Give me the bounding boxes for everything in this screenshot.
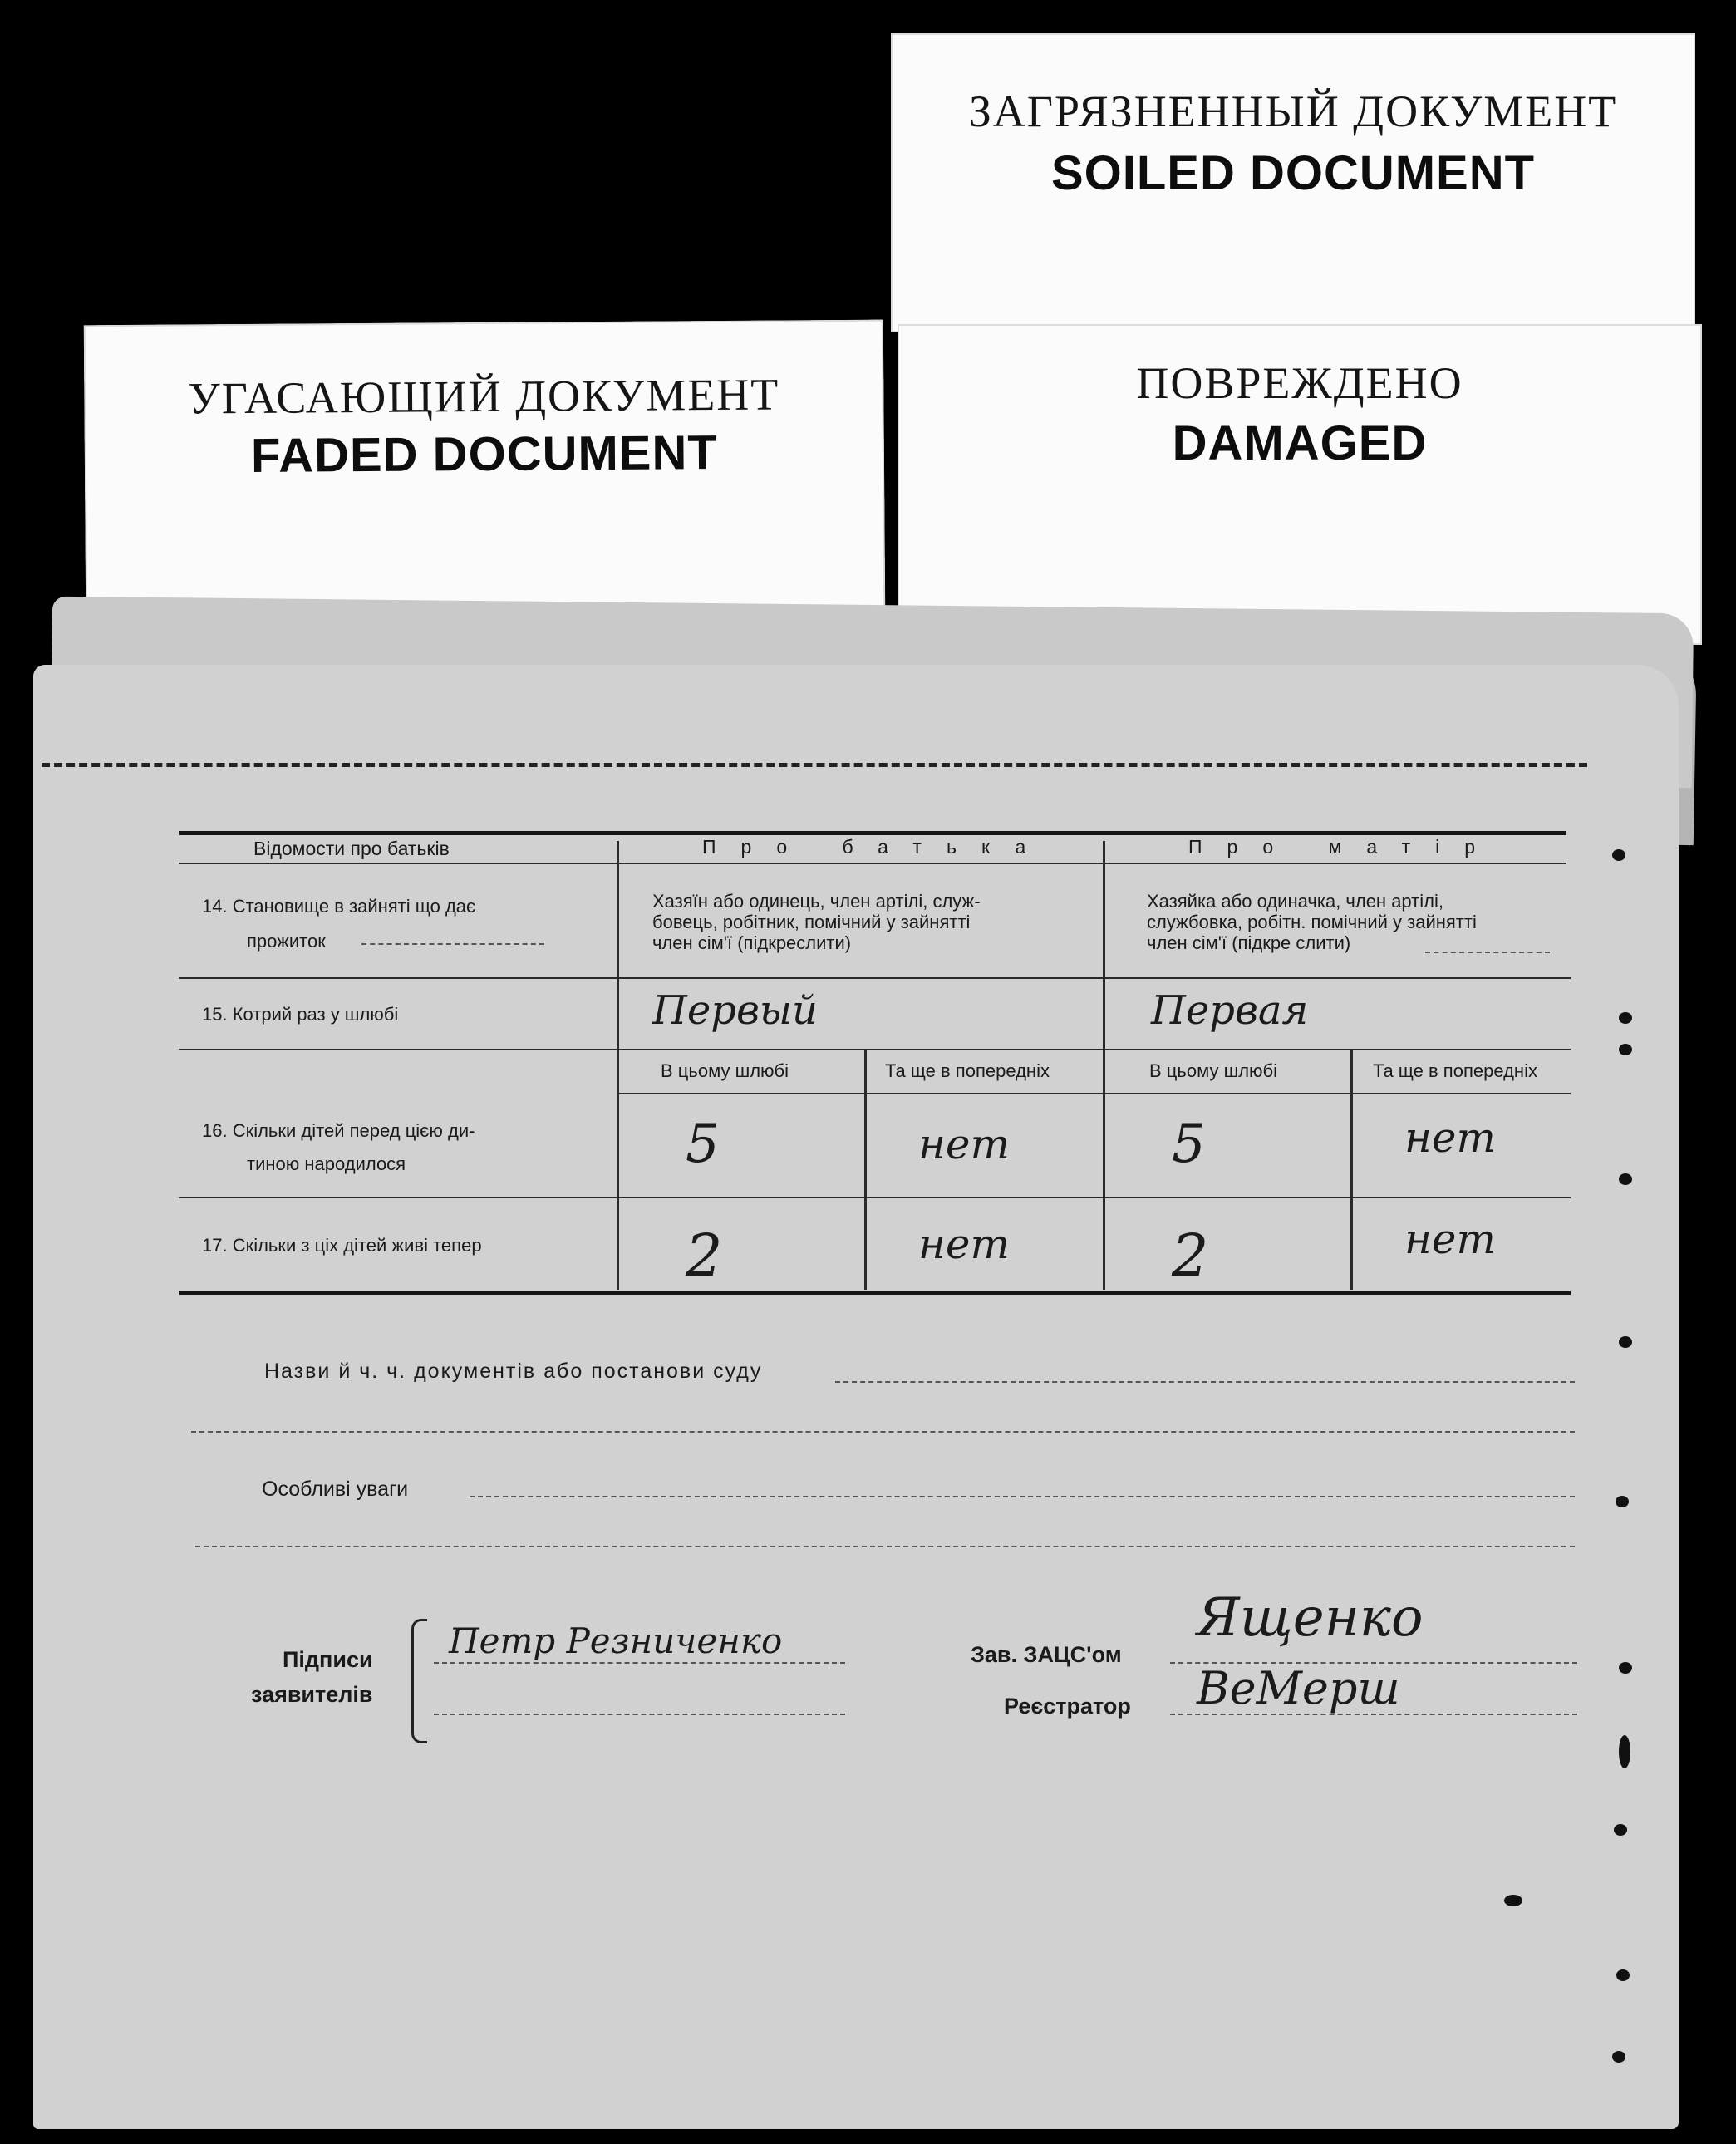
binding-hole xyxy=(1619,1336,1632,1348)
documents-line xyxy=(835,1381,1575,1383)
subheader-father-this-marriage: В цьому шлюбі xyxy=(661,1060,789,1081)
table-column-line xyxy=(864,1049,867,1290)
binding-hole xyxy=(1616,1969,1630,1981)
row17-father-this: 2 xyxy=(686,1222,723,1290)
row16-mother-this: 5 xyxy=(1172,1114,1206,1175)
header-parents-info: Відомости про батьків xyxy=(253,838,450,859)
row14-label: 14. Становище в зайняті що дає xyxy=(202,896,476,917)
table-rule xyxy=(179,1049,1571,1050)
table-rule xyxy=(619,1093,1571,1094)
row14-father-line2: бовець, робітник, помічний у зайнятті xyxy=(652,912,971,932)
row15-label: 15. Котрий раз у шлюбі xyxy=(202,1004,399,1025)
damaged-document-label xyxy=(898,324,1702,645)
damaged-label-ru: ПОВРЕЖДЕНО xyxy=(1136,358,1463,408)
notes-line-2 xyxy=(195,1546,1575,1547)
subheader-mother-previous: Та ще в попередніх xyxy=(1373,1060,1537,1081)
applicants-bracket xyxy=(411,1619,427,1743)
binding-hole xyxy=(1619,1173,1632,1185)
soiled-document-label xyxy=(891,33,1695,332)
row15-father-value: Первый xyxy=(652,987,818,1034)
header-father: Про батька xyxy=(702,836,1051,858)
notes-label: Особливі уваги xyxy=(262,1478,409,1501)
applicant-signature: Петр Резниченко xyxy=(449,1620,783,1661)
subheader-mother-this-marriage: В цьому шлюбі xyxy=(1149,1060,1278,1081)
header-mother: Про матір xyxy=(1188,836,1501,858)
row15-mother-value: Первая xyxy=(1151,987,1309,1034)
table-column-line xyxy=(1350,1049,1353,1290)
binding-hole xyxy=(1619,1012,1632,1024)
row17-father-prev: нет xyxy=(918,1220,1010,1268)
binding-hole xyxy=(1504,1895,1522,1906)
table-bottom-rule xyxy=(179,1291,1571,1295)
binding-hole xyxy=(1614,1824,1627,1836)
table-rule xyxy=(179,863,1566,864)
row16-father-this: 5 xyxy=(686,1114,720,1175)
binding-hole xyxy=(1619,1735,1630,1768)
leader-dots xyxy=(361,943,544,945)
damaged-label-en: DAMAGED xyxy=(1172,416,1428,470)
row17-mother-this: 2 xyxy=(1172,1222,1209,1290)
binding-hole xyxy=(1616,1496,1629,1507)
row16-label-cont: тиною народилося xyxy=(247,1153,406,1174)
applicants-label: Підписи xyxy=(283,1647,373,1672)
registrar-signature: ВеМерш xyxy=(1197,1662,1400,1714)
head-label: Зав. ЗАЦС'ом xyxy=(971,1642,1122,1667)
soiled-label-en: SOILED DOCUMENT xyxy=(1050,146,1536,200)
row14-mother-line1: Хазяйка або одиначка, член артілі, xyxy=(1147,891,1443,912)
row14-father-line1: Хазяїн або одинець, член артілі, служ- xyxy=(652,891,981,912)
head-signature: Ященко xyxy=(1197,1587,1424,1649)
binding-hole xyxy=(1612,2051,1625,2063)
faded-document-label xyxy=(84,320,885,618)
subheader-father-previous: Та ще в попередніх xyxy=(885,1060,1050,1081)
leader-dots xyxy=(1425,952,1550,953)
row14-mother-line3: член сім'ї (підкре слити) xyxy=(1147,932,1351,953)
row17-mother-prev: нет xyxy=(1404,1215,1496,1263)
binding-hole xyxy=(1619,1662,1632,1674)
table-rule xyxy=(179,1197,1571,1198)
row14-father-line3: член сім'ї (підкреслити) xyxy=(652,932,852,953)
perforation-line xyxy=(42,763,1587,767)
row14-label-cont: прожиток xyxy=(247,931,326,952)
document-sheet xyxy=(33,665,1679,2129)
table-column-line xyxy=(1103,841,1105,1290)
binding-hole xyxy=(1619,1044,1632,1055)
notes-line xyxy=(470,1496,1575,1497)
row17-label: 17. Скільки з ціх дітей живі тепер xyxy=(202,1235,482,1256)
faded-label-en: FADED DOCUMENT xyxy=(250,425,718,483)
applicant-signature-line xyxy=(434,1662,845,1664)
row16-mother-prev: нет xyxy=(1404,1114,1496,1162)
table-column-line xyxy=(617,841,619,1290)
applicant-signature-line-2 xyxy=(434,1714,845,1715)
row14-mother-line2: службовка, робітн. помічний у зайнятті xyxy=(1147,912,1477,932)
applicants-label-cont: заявителів xyxy=(251,1682,373,1707)
registrar-label: Реєстратор xyxy=(1004,1694,1131,1719)
documents-line-2 xyxy=(191,1431,1575,1433)
row16-father-prev: нет xyxy=(918,1120,1010,1168)
table-rule xyxy=(179,977,1571,979)
documents-label: Назви й ч. ч. документів або постанови суду xyxy=(264,1360,763,1383)
soiled-label-ru: ЗАГРЯЗНЕННЫЙ ДОКУМЕНТ xyxy=(968,86,1618,136)
binding-hole xyxy=(1612,849,1625,861)
table-top-rule xyxy=(179,831,1566,835)
row16-label: 16. Скільки дітей перед цією ди- xyxy=(202,1120,475,1141)
faded-label-ru: УГАСАЮЩИЙ ДОКУМЕНТ xyxy=(188,369,780,424)
